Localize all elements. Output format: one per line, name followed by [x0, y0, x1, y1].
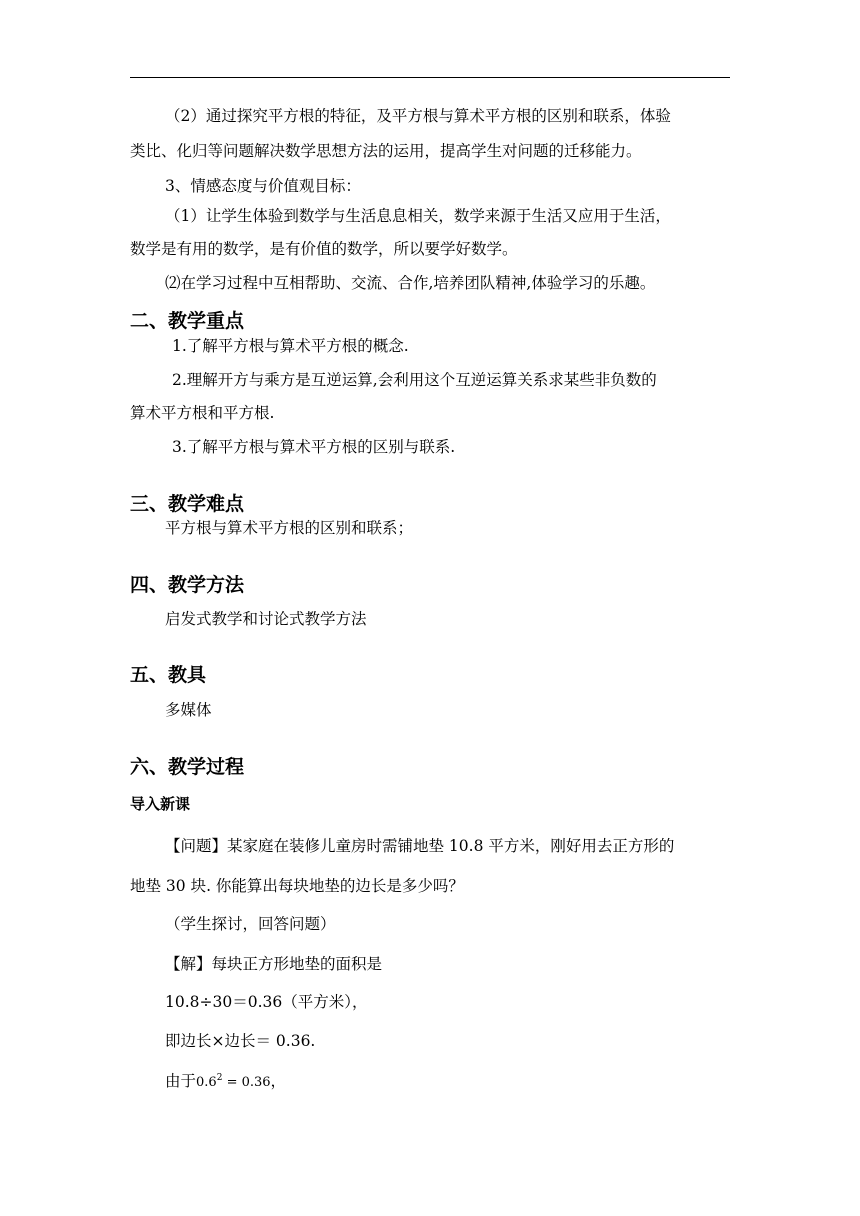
- key-point-1: 1.了解平方根与算术平方根的概念.: [172, 337, 409, 355]
- section-process-heading: 六、教学过程: [130, 756, 245, 778]
- objective-2-line-1: （2）通过探究平方根的特征，及平方根与算术平方根的区别和联系，体验: [165, 107, 671, 125]
- calc3-prefix: 由于: [165, 1072, 197, 1090]
- student-note: （学生探讨，回答问题）: [165, 915, 336, 933]
- formula-exponent: 2: [216, 1073, 223, 1083]
- emotion-item-2: ⑵在学习过程中互相帮助、交流、合作,培养团队精神,体验学习的乐趣。: [165, 274, 656, 292]
- header-rule: [130, 77, 730, 78]
- section-key-points-heading: 二、教学重点: [130, 310, 245, 332]
- question-line-1: 【问题】某家庭在装修儿童房时需铺地垫 10.8 平方米，刚好用去正方形的: [165, 837, 675, 855]
- section-difficulty-heading: 三、教学难点: [130, 493, 245, 515]
- tools-text: 多媒体: [165, 701, 212, 719]
- emotion-item-1-line-1: （1）让学生体验到数学与生活息息相关，数学来源于生活又应用于生活，: [165, 207, 671, 225]
- calculation-line-1: 10.8÷30＝0.36（平方米），: [165, 993, 368, 1011]
- emotion-objective-title: 3、情感态度与价值观目标：: [165, 177, 361, 195]
- difficulty-text: 平方根与算术平方根的区别和联系；: [165, 519, 414, 537]
- formula-base: 0.6: [196, 1075, 217, 1090]
- square-formula: [196, 1075, 271, 1090]
- key-point-2-line-2: 算术平方根和平方根.: [130, 404, 275, 422]
- emotion-item-1-line-2: 数学是有用的数学，是有价值的数学，所以要学好数学。: [130, 240, 518, 258]
- calculation-line-3: [165, 1068, 286, 1093]
- calc3-suffix: ，: [270, 1072, 287, 1090]
- objective-2-line-2: 类比、化归等问题解决数学思想方法的运用，提高学生对问题的迁移能力。: [130, 142, 642, 160]
- intro-subheading: 导入新课: [130, 795, 191, 813]
- key-point-2-line-1: 2.理解开方与乘方是互逆运算,会利用这个互逆运算关系求某些非负数的: [172, 371, 657, 389]
- solution-heading: 【解】每块正方形地垫的面积是: [165, 955, 383, 973]
- formula-result: = 0.36: [222, 1075, 271, 1090]
- question-line-2: 地垫 30 块. 你能算出每块地垫的边长是多少吗？: [130, 877, 464, 895]
- methods-text: 启发式教学和讨论式教学方法: [165, 610, 367, 628]
- calculation-line-2: 即边长×边长＝ 0.36.: [165, 1032, 316, 1050]
- key-point-3: 3.了解平方根与算术平方根的区别与联系.: [172, 438, 456, 456]
- section-methods-heading: 四、教学方法: [130, 574, 245, 596]
- section-tools-heading: 五、教具: [130, 664, 207, 686]
